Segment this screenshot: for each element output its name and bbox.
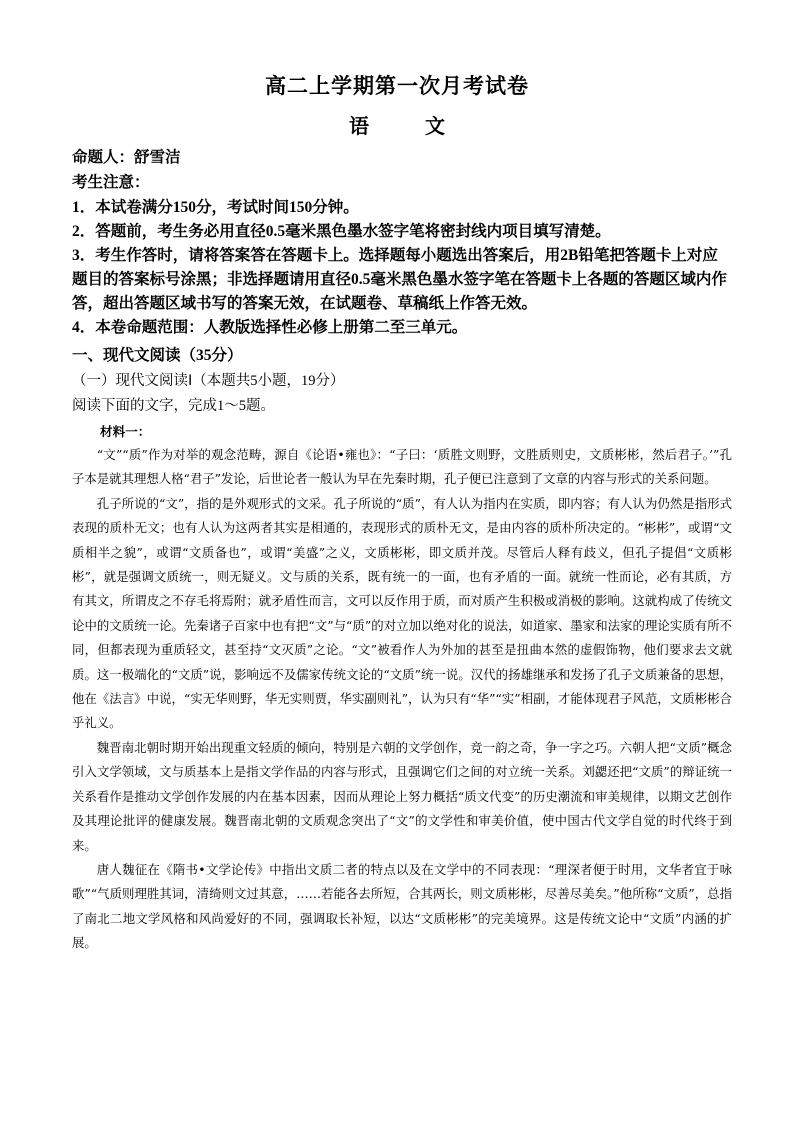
exam-title: 高二上学期第一次月考试卷 bbox=[265, 73, 529, 98]
section-heading: 一、现代文阅读（35分） bbox=[72, 347, 243, 364]
instruction-text: 阅读下面的文字，完成1～5题。 bbox=[72, 398, 275, 414]
notice-item: 2．答题前，考生务必用直径0.5毫米黑色墨水签字笔将密封线内项目填写清楚。 bbox=[72, 223, 611, 240]
material-label: 材料一： bbox=[100, 424, 151, 439]
article-paragraph: 孔子所说的“文”，指的是外观形式的文采。孔子所说的“质”，有人认为指内在实质，即内容；有人认为仍然是指形式表现的质朴无文；也有人认为这两者其实是相通的，表现形式的质朴无文，是由内容的质朴所决定的。“彬彬”，或谓“文质相半之貌”，或谓“文质备也”，或谓“美盛”之义，文质彬彬，即文质并茂。尽管后人释有歧义，但孔子提倡“文质彬彬”，就是强调文质统一，则无疑义。文与质的关系，既有统一的一面，也有矛盾的一面。就统一性而论，必有其质，方有其文，所谓皮之不存毛将焉附；就矛盾性而言，文可以反作用于质，而对质产生积极或消极的影响。这就构成了传统文论中的文质统一论。先秦诸子百家中也有把“文”与“质”的对立加以绝对化的说法，如道家、墨家和法家的理论实质有所不同，但都表现为重质轻文，甚至持“文灭质”之论。“文”被看作人为外加的甚至是扭曲本然的虚假饰物，他们要求去文就质。这一极端化的“文质”说，影响远不及儒家传统文论的“文质”统一说。汉代的扬雄继承和发扬了孔子文质兼备的思想，他在《法言》中说，“实无华则野，华无实则贾，华实副则礼”，认为只有“华”“实”相副，才能体现君子风范，文质彬彬合乎礼义。 bbox=[72, 495, 732, 731]
article-paragraph: “文”“质”作为对举的观念范畴，源自《论语•雍也》：“子曰：‘质胜文则野，文胜质则史，文质彬彬，然后君子。’”孔子本是就其理想人格“君子”发论，后世论者一般认为早在先秦时期，孔子便已注意到了文章的内容与形式的关系问题。 bbox=[72, 447, 732, 487]
subject-title: 语 文 bbox=[349, 114, 463, 138]
notice-item: 4．本卷命题范围：人教版选择性必修上册第二至三单元。 bbox=[72, 319, 468, 336]
article-paragraph: 唐人魏征在《隋书•文学论传》中指出文质二者的特点以及在文学中的不同表现：“理深者便于时用，文华者宜于咏歌”“气质则理胜其词，清绮则文过其意，……若能各去所短，合其两长，则文质彬彬，尽善尽美矣。”他所称“文质”，总指了南北二地文学风格和风尚爱好的不同，强调取长补短，以达“文质彬彬”的完美境界。这是传统文论中“文质”内涵的扩展。 bbox=[72, 861, 732, 951]
notice-list bbox=[72, 196, 732, 340]
article-paragraph: 魏晋南北朝时期开始出现重文轻质的倾向，特别是六朝的文学创作，竞一韵之奇，争一字之巧。六朝人把“文质”概念引入文学领域，文与质基本上是指文学作品的内容与形式，且强调它们之间的对立统一关系。刘勰还把“文质”的辩证统一关系看作是推动文学创作发展的内在基本因素，因而从理论上努力概括“质文代变”的历史潮流和审美规律，以期文艺创作及其理论批评的健康发展。魏晋南北朝的文质观念突出了“文”的文学性和审美价值，使中国古代文学自觉的时代终于到来。 bbox=[72, 739, 732, 853]
subsection-heading: （一）现代文阅读Ⅰ（本题共5小题，19分） bbox=[72, 373, 345, 389]
article-body bbox=[72, 443, 732, 956]
notice-item: 1．本试卷满分150分，考试时间150分钟。 bbox=[72, 199, 359, 216]
author-line: 命题人：舒雪洁 bbox=[72, 149, 181, 166]
notice-heading: 考生注意： bbox=[72, 174, 150, 191]
notice-item: 3．考生作答时，请将答案答在答题卡上。选择题每小题选出答案后，用2B铅笔把答题卡上对应题目的答案标号涂黑；非选择题请用直径0.5毫米黑色墨水签字笔在答题卡上各题的答题区域内作答，超出答题区域书写的答案无效，在试题卷、草稿纸上作答无效。 bbox=[72, 247, 727, 312]
